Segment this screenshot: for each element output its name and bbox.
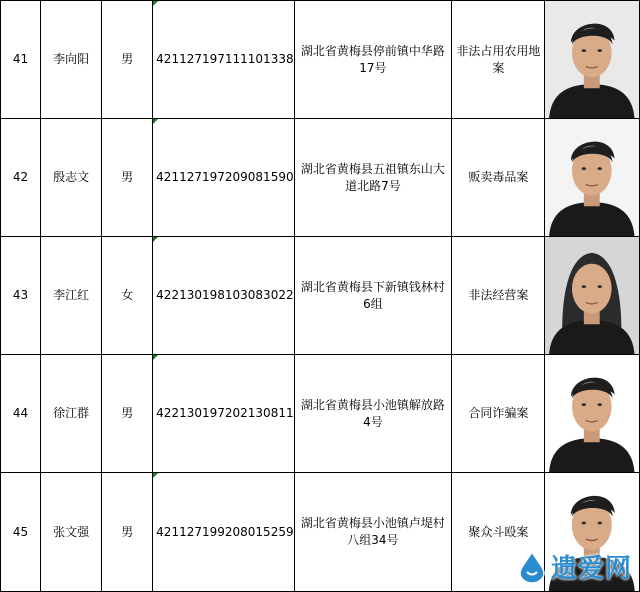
suspect-name: 殷志文 bbox=[41, 119, 102, 237]
suspect-sex: 男 bbox=[102, 1, 153, 119]
table-row bbox=[1, 237, 640, 355]
portrait-graphic bbox=[545, 355, 639, 472]
home-address: 湖北省黄梅县小池镇解放路4号 bbox=[294, 355, 452, 473]
suspect-sex: 男 bbox=[102, 473, 153, 592]
portrait-graphic bbox=[545, 473, 639, 591]
table-row bbox=[1, 473, 640, 592]
case-type: 贩卖毒品案 bbox=[452, 119, 545, 237]
id-number: 421127197111101338 bbox=[153, 1, 294, 119]
table-row bbox=[1, 119, 640, 237]
id-number: 422130198103083022 bbox=[153, 237, 294, 355]
row-index: 45 bbox=[1, 473, 41, 592]
case-type: 合同诈骗案 bbox=[452, 355, 545, 473]
home-address: 湖北省黄梅县小池镇卢堤村八组34号 bbox=[294, 473, 452, 592]
watermark-text: 遗爱网 bbox=[550, 554, 632, 584]
suspect-photo bbox=[545, 473, 640, 592]
case-type: 聚众斗殴案 bbox=[452, 473, 545, 592]
suspect-sex: 女 bbox=[102, 237, 153, 355]
suspect-sex: 男 bbox=[102, 119, 153, 237]
home-address: 湖北省黄梅县五祖镇东山大道北路7号 bbox=[294, 119, 452, 237]
suspect-name: 张文强 bbox=[41, 473, 102, 592]
suspect-photo bbox=[545, 237, 640, 355]
case-type: 非法经营案 bbox=[452, 237, 545, 355]
home-address: 湖北省黄梅县停前镇中华路17号 bbox=[294, 1, 452, 119]
id-number: 422130197202130811 bbox=[153, 355, 294, 473]
suspect-photo bbox=[545, 1, 640, 119]
suspect-name: 徐江群 bbox=[41, 355, 102, 473]
row-index: 43 bbox=[1, 237, 41, 355]
suspect-name: 李江红 bbox=[41, 237, 102, 355]
id-number: 421127199208015259 bbox=[153, 473, 294, 592]
suspect-name: 李向阳 bbox=[41, 1, 102, 119]
row-index: 44 bbox=[1, 355, 41, 473]
row-index: 42 bbox=[1, 119, 41, 237]
portrait-graphic bbox=[545, 119, 639, 236]
suspect-photo bbox=[545, 355, 640, 473]
table-row bbox=[1, 1, 640, 119]
portrait-graphic bbox=[545, 237, 639, 354]
home-address: 湖北省黄梅县下新镇钱林村6组 bbox=[294, 237, 452, 355]
table-row bbox=[1, 355, 640, 473]
case-type: 非法占用农用地案 bbox=[452, 1, 545, 119]
id-number: 421127197209081590 bbox=[153, 119, 294, 237]
suspect-sex: 男 bbox=[102, 355, 153, 473]
portrait-graphic bbox=[545, 1, 639, 118]
suspect-photo bbox=[545, 119, 640, 237]
row-index: 41 bbox=[1, 1, 41, 119]
